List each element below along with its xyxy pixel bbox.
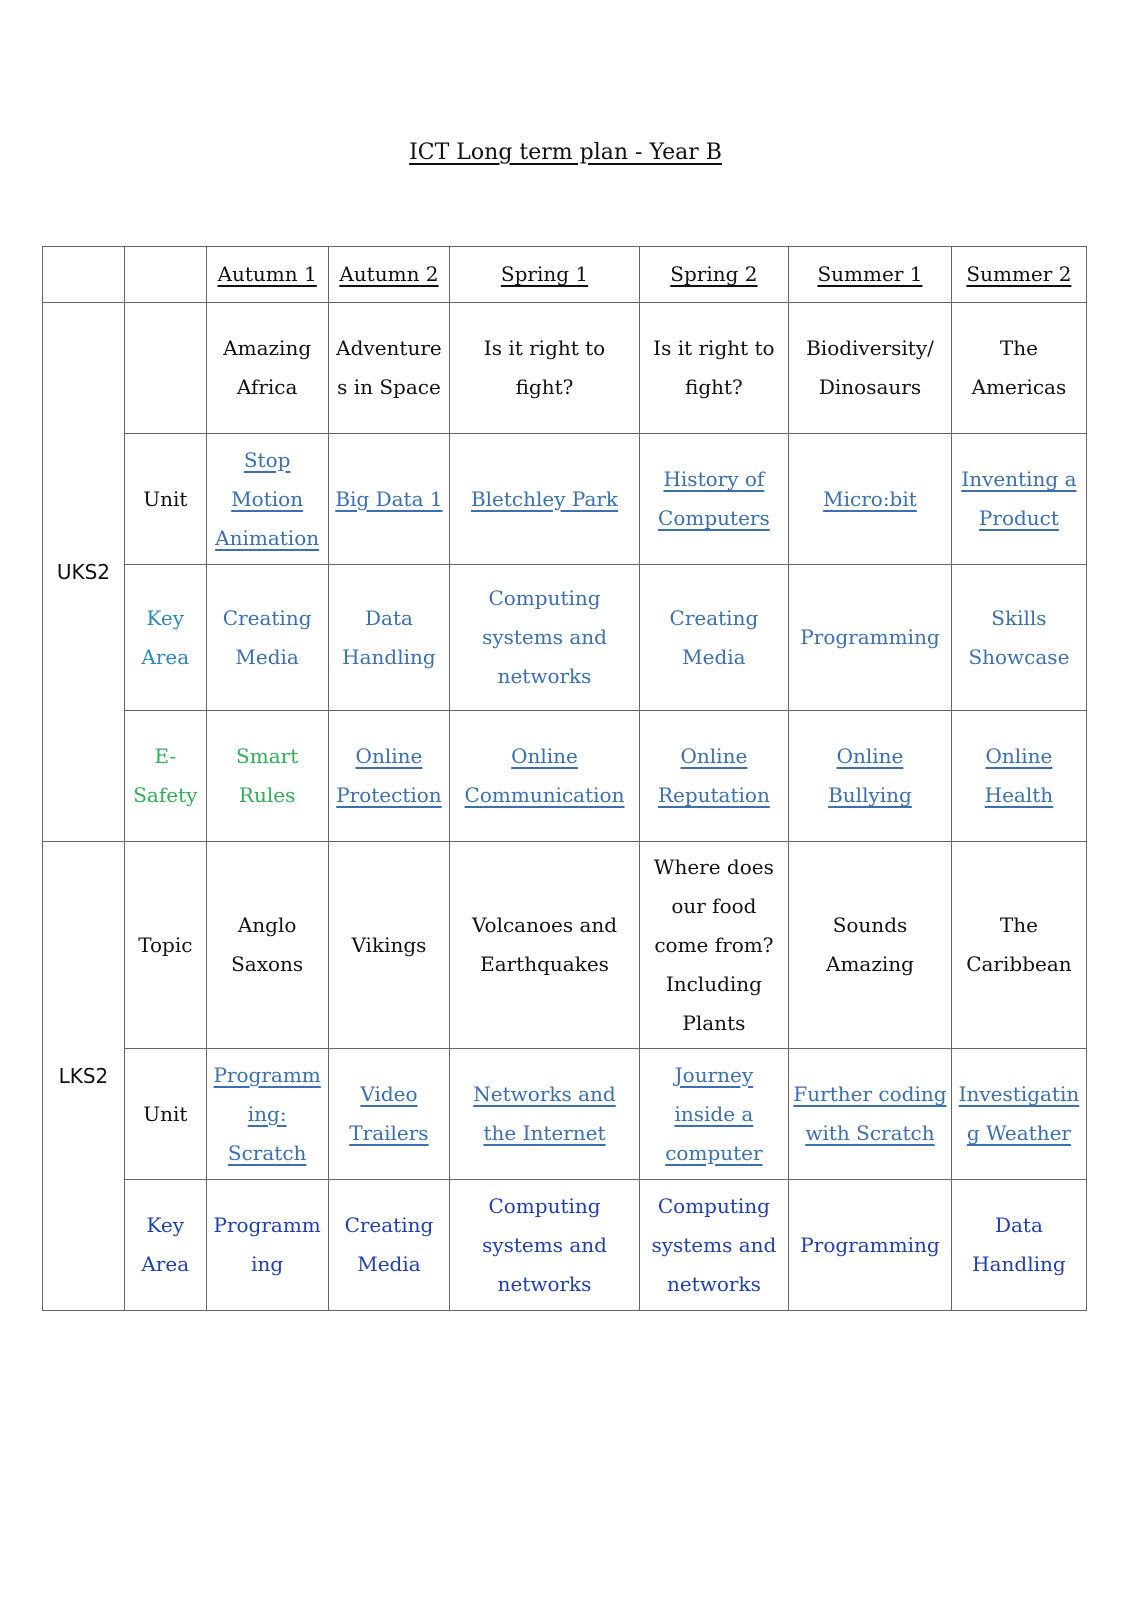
key-area-cell: Computing systems and networks [450, 565, 639, 711]
unit-link[interactable]: Micro:bit [789, 434, 952, 565]
header-summer-2: Summer 2 [951, 247, 1086, 303]
key-area-cell: Computing systems and networks [639, 1180, 788, 1311]
header-summer-1: Summer 1 [789, 247, 952, 303]
unit-link[interactable]: Networks and the Internet [450, 1049, 639, 1180]
header-autumn-1: Autumn 1 [206, 247, 328, 303]
topic-cell: Where does our food come from? Including Plants [639, 842, 788, 1049]
unit-link[interactable]: Further coding with Scratch [789, 1049, 952, 1180]
topic-cell: Is it right to fight? [639, 303, 788, 434]
topic-cell: Volcanoes and Earthquakes [450, 842, 639, 1049]
key-area-cell: Computing systems and networks [450, 1180, 639, 1311]
row-label-key-area: Key Area [124, 565, 206, 711]
topic-cell: Vikings [328, 842, 450, 1049]
key-area-cell: Programming [789, 565, 952, 711]
esafety-link[interactable]: Online Communication [450, 711, 639, 842]
unit-link[interactable]: Bletchley Park [450, 434, 639, 565]
header-row [43, 247, 1087, 303]
topic-cell: The Caribbean [951, 842, 1086, 1049]
header-spring-2: Spring 2 [639, 247, 788, 303]
row-label-unit: Unit [124, 1049, 206, 1180]
esafety-link[interactable]: Online Reputation [639, 711, 788, 842]
key-area-cell: Creating Media [328, 1180, 450, 1311]
uks2-topic-row [43, 303, 1087, 434]
row-label-key-area: Key Area [124, 1180, 206, 1311]
esafety-cell: Smart Rules [206, 711, 328, 842]
esafety-link[interactable]: Online Health [951, 711, 1086, 842]
topic-cell: Amazing Africa [206, 303, 328, 434]
topic-cell: Anglo Saxons [206, 842, 328, 1049]
phase-label-uks2: UKS2 [43, 303, 125, 842]
unit-link[interactable]: Stop Motion Animation [206, 434, 328, 565]
unit-link[interactable]: Journey inside a computer [639, 1049, 788, 1180]
header-empty-cell [124, 247, 206, 303]
key-area-cell: Skills Showcase [951, 565, 1086, 711]
unit-link[interactable]: Inventing a Product [951, 434, 1086, 565]
key-area-cell: Programming [789, 1180, 952, 1311]
lks2-topic-row [43, 842, 1087, 1049]
key-area-cell: Data Handling [951, 1180, 1086, 1311]
topic-cell: Sounds Amazing [789, 842, 952, 1049]
long-term-plan-table [42, 246, 1087, 1311]
key-area-cell: Creating Media [206, 565, 328, 711]
page-title: ICT Long term plan - Year B [409, 140, 722, 165]
esafety-link[interactable]: Online Protection [328, 711, 450, 842]
row-label-esafety: E-Safety [124, 711, 206, 842]
row-label-topic: Topic [124, 842, 206, 1049]
unit-link[interactable]: History of Computers [639, 434, 788, 565]
row-label-unit: Unit [124, 434, 206, 565]
topic-cell: The Americas [951, 303, 1086, 434]
topic-cell: Biodiversity/ Dinosaurs [789, 303, 952, 434]
unit-link[interactable]: Big Data 1 [328, 434, 450, 565]
phase-label-lks2: LKS2 [43, 842, 125, 1311]
key-area-cell: Creating Media [639, 565, 788, 711]
unit-link[interactable]: Programming: Scratch [206, 1049, 328, 1180]
uks2-unit-row [43, 434, 1087, 565]
unit-link[interactable]: Investigating Weather [951, 1049, 1086, 1180]
header-empty-cell [43, 247, 125, 303]
header-autumn-2: Autumn 2 [328, 247, 450, 303]
lks2-unit-row [43, 1049, 1087, 1180]
key-area-cell: Programming [206, 1180, 328, 1311]
uks2-esafety-row [43, 711, 1087, 842]
key-area-cell: Data Handling [328, 565, 450, 711]
topic-cell: Adventures in Space [328, 303, 450, 434]
row-label-empty [124, 303, 206, 434]
unit-link[interactable]: Video Trailers [328, 1049, 450, 1180]
topic-cell: Is it right to fight? [450, 303, 639, 434]
esafety-link[interactable]: Online Bullying [789, 711, 952, 842]
uks2-key-area-row [43, 565, 1087, 711]
lks2-key-area-row [43, 1180, 1087, 1311]
header-spring-1: Spring 1 [450, 247, 639, 303]
